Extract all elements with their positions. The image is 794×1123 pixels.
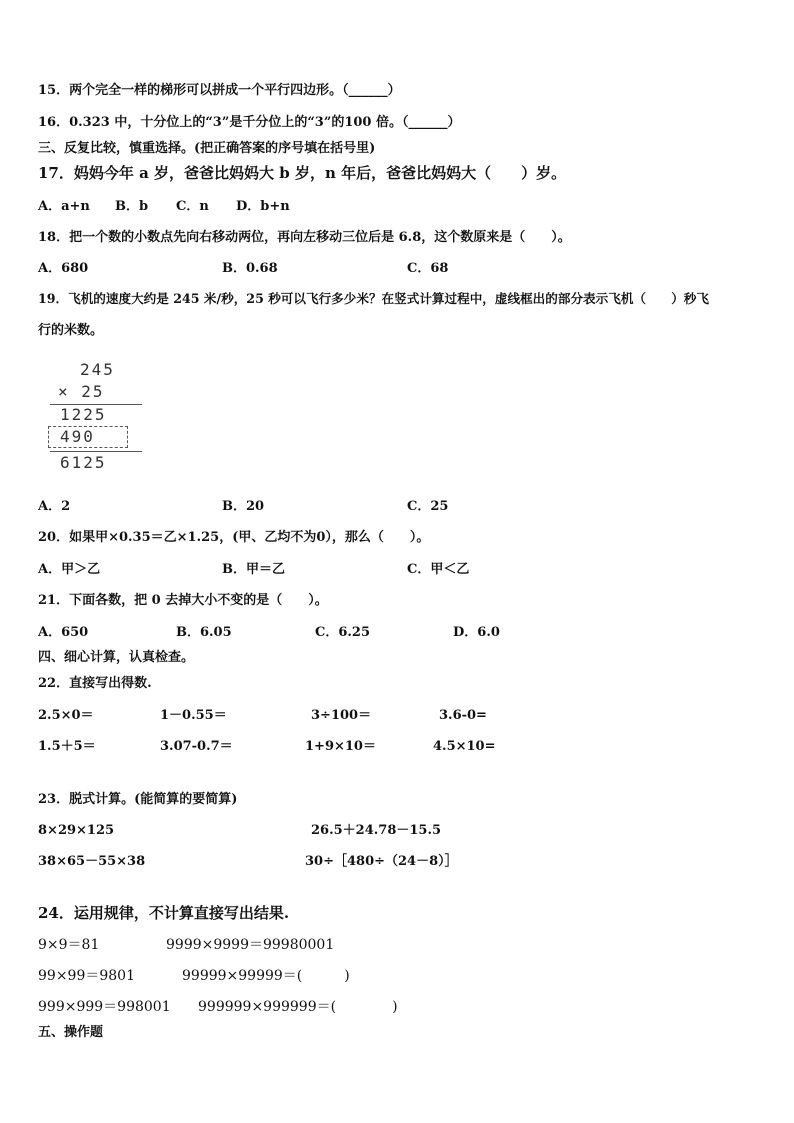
question-21-stem: 21．下面各数，把 0 去掉大小不变的是（ ）。	[38, 593, 328, 608]
calc-result: 6125	[60, 453, 107, 472]
q20-option-b: B．甲＝乙	[222, 562, 285, 577]
vertical-multiplication	[48, 356, 148, 474]
question-18-stem: 18．把一个数的小数点先向右移动两位，再向左移动三位后是 6.8，这个数原来是（ ）。	[38, 230, 571, 245]
q23-item: 26.5＋24.78－15.5	[311, 823, 442, 838]
q24-right-item: 999999×999999＝( )	[198, 999, 398, 1015]
question-17-stem: 17．妈妈今年 a 岁，爸爸比妈妈大 b 岁，n 年后，爸爸比妈妈大（ ）岁。	[38, 164, 567, 182]
q22-item: 1.5＋5＝	[38, 739, 96, 754]
q22-item: 1－0.55＝	[160, 708, 227, 723]
q18-option-a: A．680	[38, 261, 89, 276]
q24-left-item: 9×9＝81	[38, 937, 100, 953]
q22-item: 3.6-0=	[439, 708, 487, 723]
q17-option-c: C．n	[176, 199, 209, 214]
question-24-title: 24．运用规律，不计算直接写出结果.	[38, 904, 290, 922]
question-15: 15．两个完全一样的梯形可以拼成一个平行四边形。（______）	[38, 83, 401, 98]
question-19-stem-line2: 行的米数。	[38, 323, 104, 338]
q20-option-a: A．甲＞乙	[38, 562, 101, 577]
q22-item: 4.5×10=	[433, 739, 496, 754]
q19-option-b: B．20	[222, 499, 265, 514]
q22-item: 3.07-0.7＝	[160, 739, 233, 754]
question-23-title: 23．脱式计算。(能简算的要简算)	[38, 792, 238, 807]
question-22-title: 22．直接写出得数.	[38, 676, 152, 691]
question-16: 16．0.323 中，十分位上的“3”是千分位上的“3”的100 倍。（______）	[38, 115, 461, 130]
q21-option-a: A．650	[38, 625, 89, 640]
q20-option-c: C．甲＜乙	[407, 562, 470, 577]
q24-right-item: 99999×99999＝( )	[182, 968, 350, 984]
q17-option-a: A．a+n	[38, 199, 90, 214]
q22-item: 3÷100＝	[311, 708, 372, 723]
calc-partial-1: 1225	[60, 405, 107, 424]
q23-item: 38×65－55×38	[38, 854, 146, 869]
q18-option-b: B．0.68	[222, 261, 278, 276]
section-3-heading: 三、反复比较，慎重选择。(把正确答案的序号填在括号里)	[38, 141, 376, 156]
q22-item: 1+9×10＝	[305, 739, 376, 754]
q17-option-d: D．b+n	[236, 199, 290, 214]
q22-item: 2.5×0＝	[38, 708, 94, 723]
section-4-heading: 四、细心计算，认真检查。	[38, 650, 195, 665]
q24-right-item: 9999×9999＝99980001	[166, 937, 335, 953]
question-20-stem: 20．如果甲×0.35＝乙×1.25，(甲、乙均不为0），那么（ ）。	[38, 530, 430, 545]
calc-multiplicand: 245	[80, 360, 115, 379]
q18-option-c: C．68	[407, 261, 449, 276]
calc-rule-2	[50, 451, 142, 452]
section-5-heading: 五、操作题	[38, 1025, 104, 1040]
q24-left-item: 99×99＝9801	[38, 968, 135, 984]
calc-multiplier: × 25	[58, 382, 105, 401]
calc-partial-2: 490	[60, 427, 95, 446]
q19-option-a: A．2	[38, 499, 71, 514]
q17-option-b: B．b	[115, 199, 149, 214]
q19-option-c: C．25	[407, 499, 449, 514]
q24-left-item: 999×999＝998001	[38, 999, 171, 1015]
q21-option-d: D．6.0	[453, 625, 500, 640]
q23-item: 8×29×125	[38, 823, 115, 838]
q21-option-c: C．6.25	[315, 625, 371, 640]
question-19-stem-line1: 19．飞机的速度大约是 245 米/秒，25 秒可以飞行多少米？在竖式计算过程中，虚线框出的部分表示飞机（ ）秒飞	[38, 291, 709, 306]
q23-item: 30÷［480÷（24－8）］	[305, 854, 458, 869]
q21-option-b: B．6.05	[176, 625, 232, 640]
